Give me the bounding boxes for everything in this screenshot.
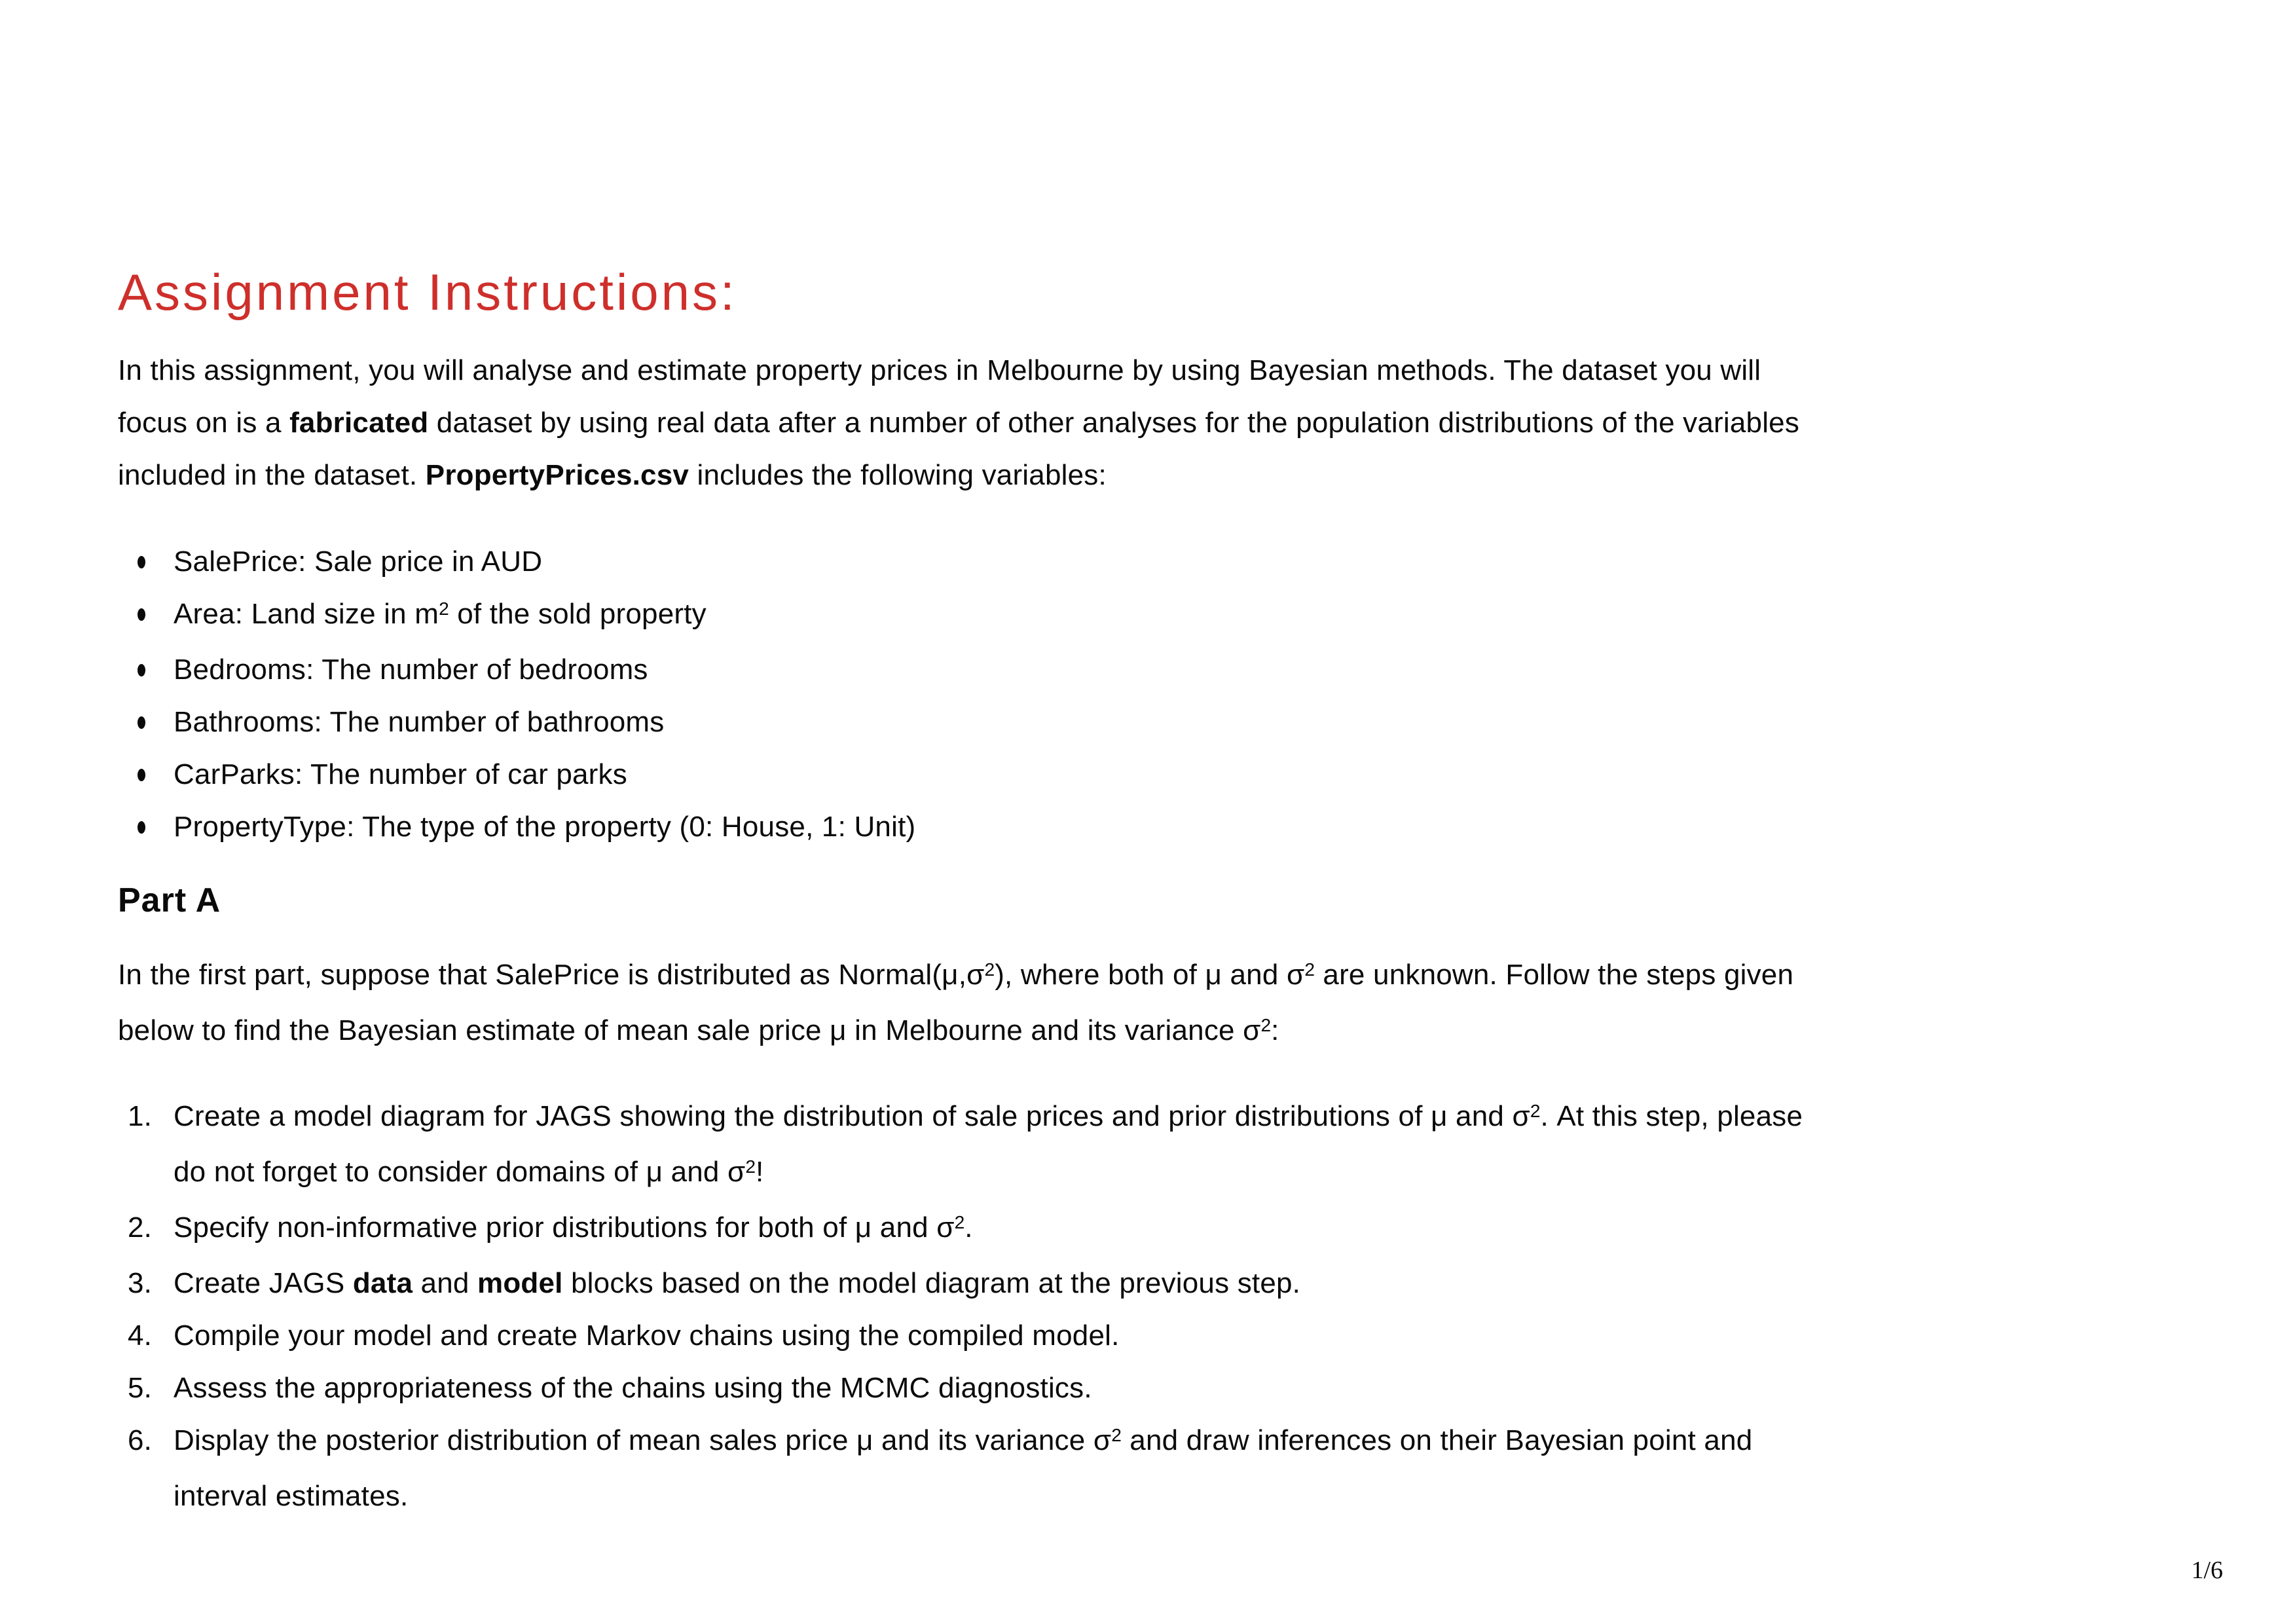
list-item-text: Assess the appropriateness of the chains using the MCMC diagnostics. [174, 1372, 1092, 1404]
list-number: 6. [128, 1424, 153, 1456]
list-item-text: Compile your model and create Markov chains using the compiled model. [174, 1320, 1120, 1352]
bullet-icon [138, 716, 145, 729]
page-number: 1/6 [2191, 1557, 2223, 1584]
list-item [118, 1362, 2210, 1414]
list-item-text: Area: Land size in $m^2$ of the sold property [174, 598, 707, 630]
bullet-icon [138, 608, 145, 621]
page-title: Assignment Instructions: [118, 263, 737, 321]
bullet-icon [138, 556, 145, 568]
list-item [118, 1310, 2210, 1362]
list-item [118, 696, 2210, 748]
list-item-text: Bathrooms: The number of bathrooms [174, 706, 665, 738]
list-item-text: CarParks: The number of car parks [174, 758, 627, 790]
list-number: 2. [128, 1211, 153, 1244]
bullet-icon [138, 821, 145, 834]
list-item [118, 644, 2210, 696]
part-a-intro: In the first part, suppose that SalePrice is distributed as $Normal(\mu,\sigma^2)$, where both of μ and $\sigma^2$ are unknown. Follow the steps given below to find the Bayesian estimate of mean sale price μ in Melbourne and its variance $\sigma^2$: [118, 959, 1794, 1046]
list-item [118, 588, 2210, 644]
list-item-text: SalePrice: Sale price in AUD [174, 545, 543, 578]
steps-list [118, 1090, 2210, 1522]
list-number: 1. [128, 1100, 153, 1132]
bullet-icon [138, 664, 145, 676]
list-number: 4. [128, 1320, 153, 1352]
list-item-text: PropertyType: The type of the property (0: House, 1: Unit) [174, 811, 916, 843]
list-number: 3. [128, 1267, 153, 1299]
list-item [118, 1414, 2210, 1522]
variables-list [118, 536, 2210, 853]
list-item [118, 748, 2210, 801]
list-item-text: Create a model diagram for JAGS showing the distribution of sale prices and prior distributions of μ and $\sigma^2$. At this step, please do not forget to consider domains of μ and $\sigma^2$! [174, 1100, 1803, 1188]
list-item [118, 1202, 2210, 1257]
list-item-text: Specify non-informative prior distributions for both of μ and $\sigma^2$. [174, 1211, 973, 1244]
section-title-part-a: Part A [118, 881, 221, 919]
bullet-icon [138, 769, 145, 781]
list-item-text: Bedrooms: The number of bedrooms [174, 654, 648, 686]
list-item-text: Create JAGS data and model blocks based on the model diagram at the previous step. [174, 1267, 1301, 1299]
list-item [118, 536, 2210, 588]
list-item [118, 1090, 2210, 1202]
list-item-text: Display the posterior distribution of mean sales price μ and its variance $\sigma^2$ and draw inferences on their Bayesian point and interval estimates. [174, 1424, 1753, 1512]
list-item [118, 801, 2210, 853]
list-number: 5. [128, 1372, 153, 1404]
list-item [118, 1257, 2210, 1310]
intro-paragraph: In this assignment, you will analyse and estimate property prices in Melbourne by using Bayesian methods. The dataset you will focus on is a fabricated dataset by using real data after a number of other analyses for the population distributions of the variables included in the dataset. PropertyPrices.csv includes the following variables: [118, 354, 1800, 491]
